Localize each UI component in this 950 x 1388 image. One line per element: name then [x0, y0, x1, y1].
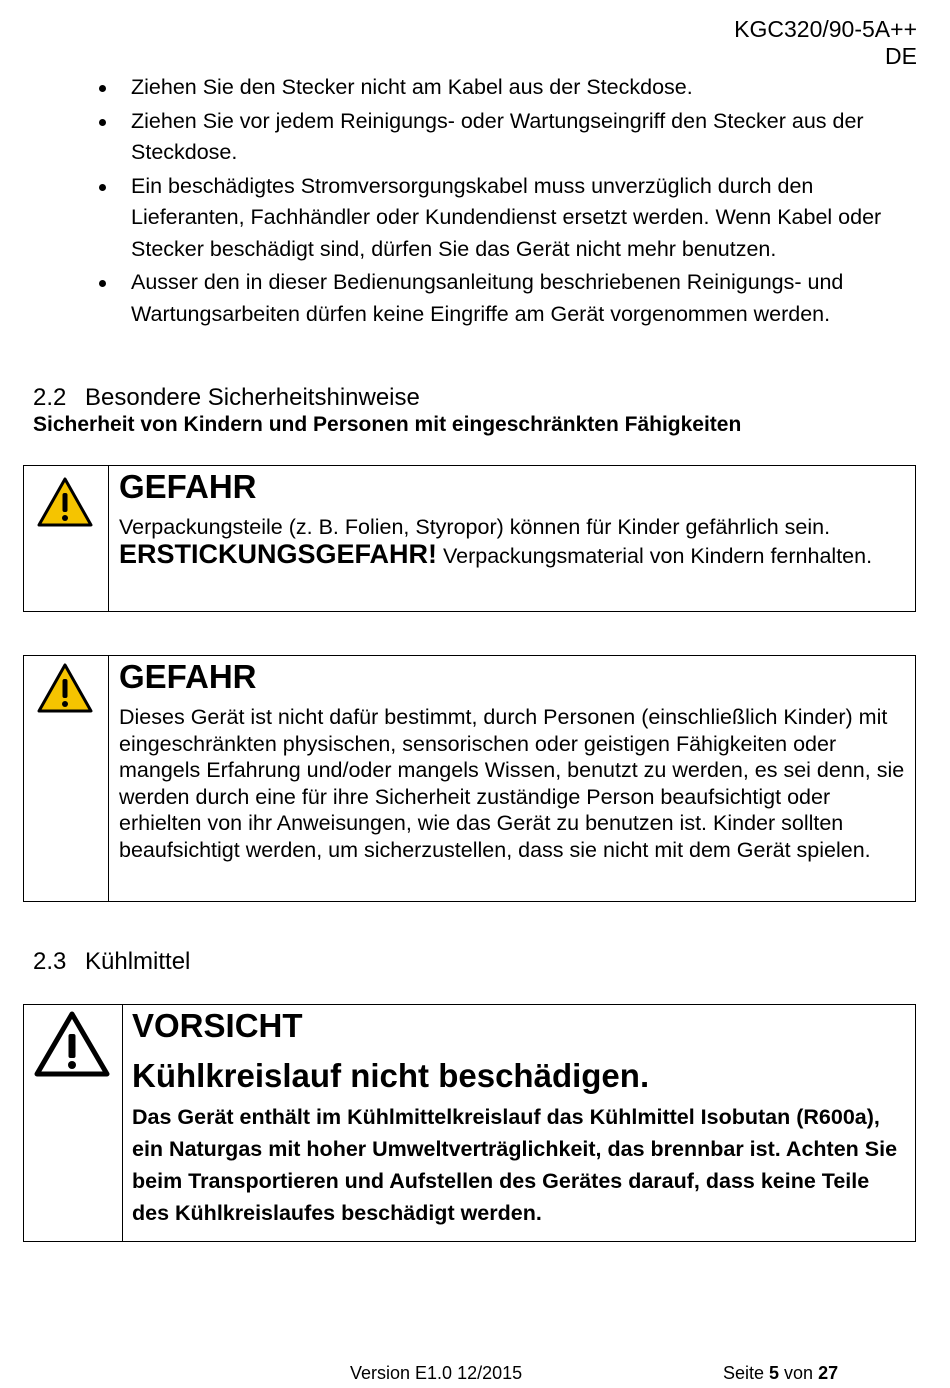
- footer-version: Version E1.0 12/2015: [350, 1363, 523, 1383]
- list-item: [96, 106, 916, 169]
- list-item-text: Ziehen Sie vor jedem Reinigungs- oder Wartungseingriff den Stecker aus der Steckdose.: [131, 108, 864, 164]
- page-mid: von: [779, 1363, 819, 1383]
- icon-cell: [24, 1005, 123, 1241]
- section-title: Kühlmittel: [85, 948, 191, 975]
- section-subtitle: Sicherheit von Kindern und Personen mit eingeschränkten Fähigkeiten: [33, 413, 742, 436]
- warning-triangle-yellow-icon: [36, 476, 94, 528]
- signal-word: GEFAHR: [119, 468, 257, 505]
- footer-page-number: [723, 1362, 838, 1384]
- icon-cell: [24, 466, 109, 611]
- bullet-icon: [99, 119, 106, 126]
- signal-word: GEFAHR: [119, 658, 257, 695]
- header-language: DE: [885, 43, 917, 69]
- box-content: [119, 466, 915, 611]
- emphasis-text: ERSTICKUNGSGEFAHR!: [119, 538, 438, 569]
- bullet-icon: [99, 85, 106, 92]
- signal-word: VORSICHT: [132, 1007, 303, 1044]
- icon-cell: [24, 656, 109, 901]
- page-prefix: Seite: [723, 1363, 770, 1383]
- page-total: 27: [818, 1363, 839, 1383]
- caution-box-coolant: [23, 1004, 916, 1242]
- section-number: 2.3: [33, 948, 67, 975]
- list-item-text: Ziehen Sie den Stecker nicht am Kabel aus der Steckdose.: [131, 75, 693, 99]
- bullet-icon: [99, 280, 106, 287]
- box-text-paragraph: Das Gerät enthält im Kühlmittelkreislauf das Kühlmittel Isobutan (R600a), ein Naturgas mit hoher Umweltverträglichkeit, das brennbar ist. Achten Sie beim Transportieren und Aufstellen des Gerätes darauf, dass keine Teile des Kühlkreislaufes beschädigt werden.: [132, 1105, 898, 1225]
- box-text-line: Verpackungsteile (z. B. Folien, Styropor) können für Kinder gefährlich sein.: [119, 515, 831, 539]
- page-current: 5: [769, 1363, 780, 1383]
- box-text-paragraph: Dieses Gerät ist nicht dafür bestimmt, durch Personen (einschließlich Kinder) mit eingeschränkten physischen, sensorischen oder geistigen Fähigkeiten oder mangels Erfahrung und/oder mangels Wissen, benutzt zu werden, es sei denn, sie werden durch eine für ihre Sicherheit zuständige Person beaufsichtigt oder erhielten von ihr Anweisungen, wie das Gerät zu benutzen ist. Kinder sollten beaufsichtigt werden, um sicherzustellen, dass sie nicht mit dem Gerät spielen.: [119, 705, 905, 862]
- page-header: [734, 16, 917, 70]
- box-text-paragraph: [119, 538, 889, 570]
- warning-triangle-yellow-icon: [36, 662, 94, 714]
- section-heading-2-3: [33, 948, 190, 976]
- box-content: [119, 656, 915, 901]
- list-item-text: Ausser den in dieser Bedienungsanleitung beschriebenen Reinigungs- und Wartungsarbeiten dürfen keine Eingriffe am Gerät vorgenommen werden.: [131, 270, 844, 326]
- safety-bullet-list: [96, 72, 916, 332]
- section-number: 2.2: [33, 384, 67, 411]
- warning-triangle-outline-icon: [33, 1010, 111, 1078]
- box-heading: Kühlkreislauf nicht beschädigen.: [132, 1057, 650, 1094]
- bullet-icon: [99, 184, 106, 191]
- box-content: [132, 1005, 915, 1241]
- danger-box-packaging: [23, 465, 916, 612]
- section-heading-2-2: [33, 384, 420, 412]
- list-item: [96, 171, 916, 266]
- list-item: [96, 72, 916, 104]
- section-title: Besondere Sicherheitshinweise: [85, 384, 420, 411]
- header-model: KGC320/90-5A++: [734, 16, 917, 42]
- danger-box-persons: [23, 655, 916, 902]
- list-item-text: Ein beschädigtes Stromversorgungskabel muss unverzüglich durch den Lieferanten, Fachhändler oder Kundendienst ersetzt werden. Wenn Kabel oder Stecker beschädigt sind, dürfen Sie das Gerät nicht mehr benutzen.: [131, 173, 882, 261]
- box-text-continued: Verpackungsmaterial von Kindern fernhalten.: [437, 543, 873, 568]
- list-item: [96, 267, 916, 330]
